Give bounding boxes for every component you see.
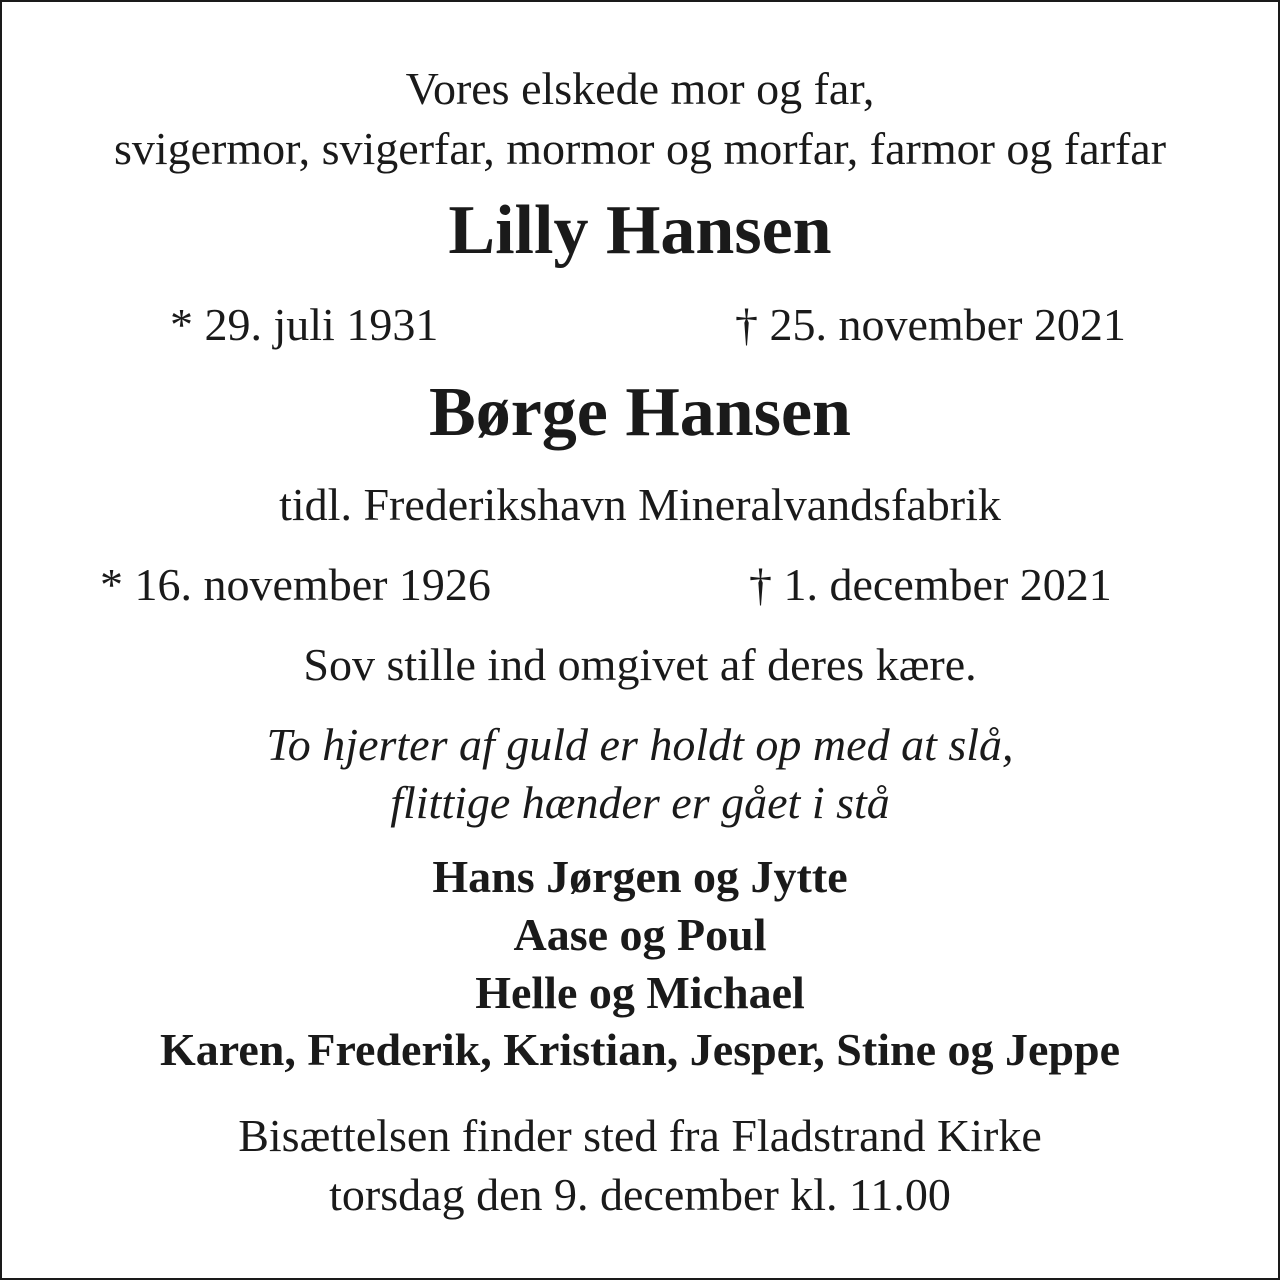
family-line-1: Hans Jørgen og Jytte: [432, 851, 848, 902]
intro-line-1: Vores elskede mor og far,: [405, 63, 875, 114]
person-2-death-date: † 1. december 2021: [749, 559, 1112, 610]
family-line-3: Helle og Michael: [475, 967, 805, 1018]
person-1-name: Lilly Hansen: [448, 192, 832, 269]
person-2-occupation: tidl. Frederikshavn Mineralvandsfabrik: [279, 479, 1001, 530]
person-2-birth-date: * 16. november 1926: [100, 559, 491, 610]
family-line-2: Aase og Poul: [513, 909, 767, 960]
person-1-death-date: † 25. november 2021: [735, 299, 1126, 350]
intro-line-2: svigermor, svigerfar, mormor og morfar, farmor og farfar: [113, 123, 1167, 174]
funeral-line-1: Bisættelsen finder sted fra Fladstrand Kirke: [238, 1110, 1042, 1161]
verse-line-2: flittige hænder er gået i stå: [390, 777, 890, 828]
funeral-line-2: torsdag den 9. december kl. 11.00: [329, 1169, 951, 1220]
person-2-name: Børge Hansen: [429, 374, 851, 451]
rest-text: Sov stille ind omgivet af deres kære.: [303, 639, 977, 690]
verse-line-1: To hjerter af guld er holdt op med at slå,: [266, 719, 1014, 770]
person-1-birth-date: * 29. juli 1931: [170, 299, 439, 350]
family-line-4: Karen, Frederik, Kristian, Jesper, Stine og Jeppe: [159, 1024, 1120, 1075]
